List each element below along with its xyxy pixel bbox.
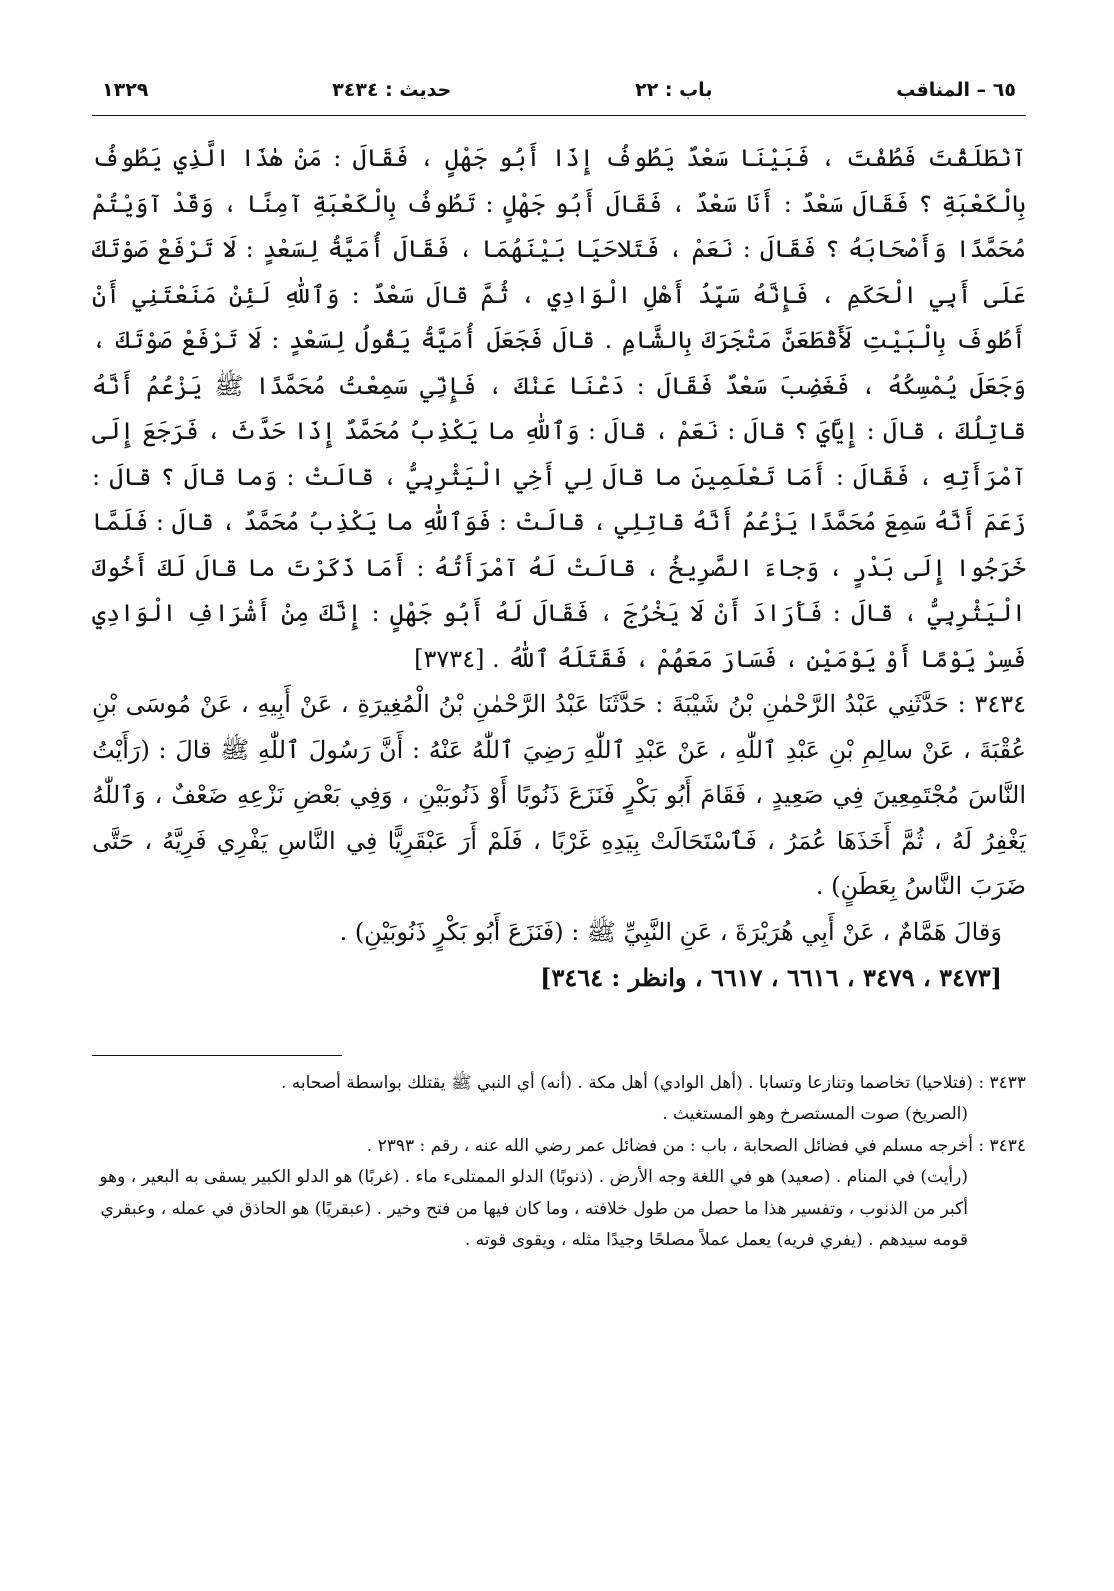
footnote-3433-continued: (الصريخ) صوت المستصرخ وهو المستغيث .	[662, 1104, 968, 1124]
hadith-text	[92, 136, 1026, 1001]
hadith-number: حديث : ٣٤٣٤	[332, 79, 452, 101]
running-header	[92, 76, 1026, 116]
footnotes	[92, 1068, 1026, 1257]
hadith-3434: ٣٤٣٤ : حَدَّثَنِي عَبْدُ الرَّحْمٰنِ بْنُ شَيْبَةَ : حَدَّثَنَا عَبْدُ الرَّحْمٰنِ بْنُ الْمُغِيرَةِ ، عَنْ أَبِيهِ ، عَنْ مُوسَى بْنِ عُقْبَةَ ، عَنْ سالِمِ بْنِ عَبْدِ ٱللّٰهِ ، عَنْ عَبْدِ ٱللّٰهِ رَضِيَ ٱللّٰهُ عَنْهُ : أَنَّ رَسُولَ ٱللّٰهِ ﷺ قالَ : (رَأَيْتُ النَّاسَ مُجْتَمِعِينَ فِي صَعِيدٍ ، فَقَامَ أَبُو بَكْرٍ فَنَزَعَ ذَنُوبًا أَوْ ذَنُوبَيْنِ ، وَفِي بَعْضِ نَزْعِهِ ضَعْفٌ ، وَٱللّٰهُ يَغْفِرُ لَهُ ، ثُمَّ أَخَذَهَا عُمَرُ ، فَٱسْتَحَالَتْ بِيَدِهِ غَرْبًا ، فَلَمْ أَرَ عَبْقَرِيًّا فِي النَّاسِ يَفْرِي فَرِيَّهُ ، حَتَّى ضَرَبَ النَّاسُ بِعَطَنٍ) .	[92, 690, 1026, 900]
page-number: ١٣٢٩	[102, 79, 149, 101]
footnote-divider-wrap	[92, 1001, 1026, 1056]
hadith-3434-hammam-narration: وَقالَ هَمَّامٌ ، عَنْ أَبِي هُرَيْرَةَ ، عَنِ النَّبِيِّ ﷺ : (فَنَزَعَ أَبُو بَكْرٍ ذَنُوبَيْنِ) .	[339, 917, 1002, 946]
footnote-3433: ٣٤٣٣ : (فتلاحيا) تخاصما وتنازعا وتسابا . (أهل الوادي) أهل مكة . (أنه) أي النبي ﷺ يقتلك بواسطة أصحابه .	[280, 1072, 1026, 1093]
bab-number: باب : ٢٢	[635, 79, 713, 101]
chapter-title: ٦٥ – المناقب	[896, 79, 1016, 101]
footnote-3434-glossary: (رأيت) في المنام . (صعيد) هو في اللغة وجه الأرض . (ذنوبًا) الدلو الممتلىء ماء . (غربًا) هو الدلو الكبير يسقى به البعير ، وهو أكبر من الذنوب ، وتفسير هذا ما حصل من طول خلافته ، وما كان فيها من فتح وخير . (عبقريًا) هو الحاذق في عمله ، وعبقري قومه سيدهم . (يفري فريه) يعمل عملاً مصلحًا وجيدًا مثله ، ويقوى قوته .	[99, 1167, 968, 1250]
footnote-divider	[92, 1055, 342, 1056]
hadith-3434-cross-references: [٣٤٧٣ ، ٣٤٧٩ ، ٦٦١٦ ، ٦٦١٧ ، وانظر : ٣٤٦٤]	[540, 963, 1002, 992]
footnote-3434: ٣٤٣٤ : أخرجه مسلم في فضائل الصحابة ، باب : من فضائل عمر رضي الله عنه ، رقم : ٢٣٩٣ .	[366, 1135, 1026, 1156]
hadith-3433-continuation: آنْطَلَقْتَ فَطُفْتَ ، فَبَيْنَا سَعْدٌ يَطُوفُ إِذَا أَبُو جَهْلٍ ، فَقَالَ : مَنْ هٰذَا الَّذِي يَطُوفُ بِالْكَعْبَةِ ؟ فَقَالَ سَعْدٌ : أَنَا سَعْدٌ ، فَقَالَ أَبُو جَهْلٍ : تَطُوفُ بِالْكَعْبَةِ آمِنًا ، وَقَدْ آوَيْتُمْ مُحَمَّدًا وَأَصْحَابَهُ ؟ فَقَالَ : نَعَمْ ، فَتَلاحَيَا بَيْنَهُمَا ، فَقَالَ أُمَيَّةُ لِسَعْدٍ : لَا تَرْفَعْ صَوْتَكَ عَلَى أَبِي الْحَكَمِ ، فَإِنَّهُ سَيِّدُ أَهْلِ الْوَادِي ، ثُمَّ قالَ سَعْدٌ : وَٱللّٰهِ لَئِنْ مَنَعْتَنِي أَنْ أَطُوفَ بِالْبَيْتِ لَأَقْطَعَنَّ مَتْجَرَكَ بِالشَّامِ . قالَ فَجَعَلَ أُمَيَّةُ يَقُولُ لِسَعْدٍ : لَا تَرْفَعْ صَوْتَكَ ، وَجَعَلَ يُمْسِكُهُ ، فَغَضِبَ سَعْدٌ فَقَالَ : دَعْنَا عَنْكَ ، فَإِنِّي سَمِعْتُ مُحَمَّدًا ﷺ يَزْعُمُ أَنَّهُ قاتِلُكَ ، قالَ : إِيَّايَ ؟ قالَ : نَعَمْ ، قالَ : وَٱللّٰهِ ما يَكْذِبُ مُحَمَّدٌ إِذَا حَدَّثَ ، فَرَجَعَ إِلَى آمْرَأَتِهِ ، فَقَالَ : أَمَا تَعْلَمِينَ ما قالَ لِي أَخِي الْيَثْرِبِيُّ ، قالَتْ : وَما قالَ ؟ قالَ : زَعَمَ أَنَّهُ سَمِعَ مُحَمَّدًا يَزْعُمُ أَنَّهُ قاتِلِي ، قالَتْ : فَوَٱللّٰهِ ما يَكْذِبُ مُحَمَّدٌ ، قالَ : فَلَمَّا خَرَجُوا إِلَى بَدْرٍ ، وَجاءَ الصَّرِيخُ ، قالَتْ لَهُ آمْرَأَتُهُ : أَمَا ذَكَرْتَ ما قالَ لَكَ أَخُوكَ الْيَثْرِبِيُّ ، قالَ : فَأَرَادَ أَنْ لَا يَخْرُجَ ، فَقَالَ لَهُ أَبُو جَهْلٍ : إِنَّكَ مِنْ أَشْرَافِ الْوَادِي فَسِرْ يَوْمًا أَوْ يَوْمَيْنِ ، فَسَارَ مَعَهُمْ ، فَقَتَلَهُ ٱللّٰهُ . [٣٧٣٤]	[92, 144, 1026, 673]
